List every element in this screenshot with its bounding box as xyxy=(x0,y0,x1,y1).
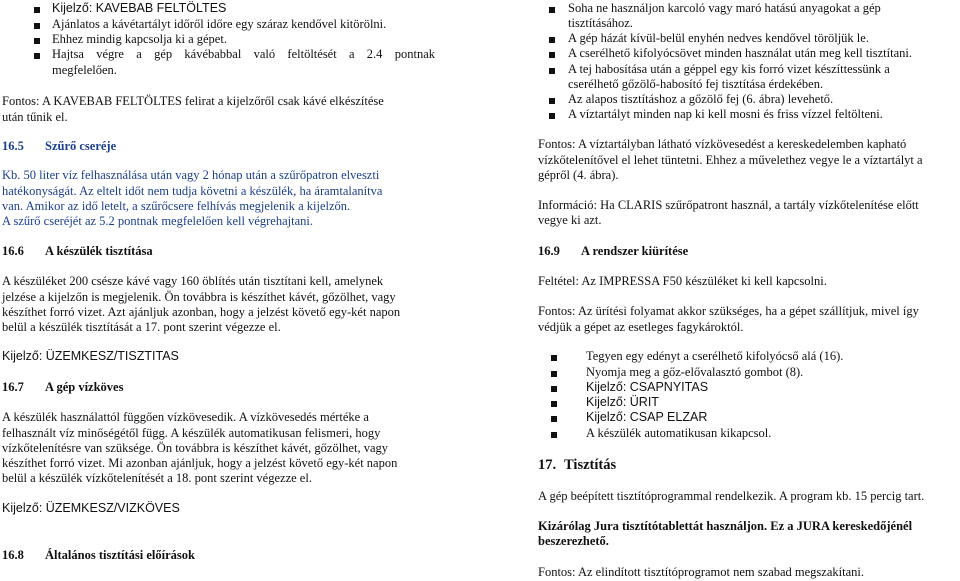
fontos-note: Fontos: Az ürítési folyamat akkor szükséges, ha a gépet szállítjuk, mivel így xyxy=(538,304,919,318)
bullet xyxy=(34,38,40,44)
kijelzo-kavebab: Kijelző: KAVEBAB FELTÖLTES xyxy=(52,1,227,15)
paragraph-line: belül a készülék vízkőtelenítését a 18. pont szerint végezze el. xyxy=(2,471,312,485)
section-number: 16.6 xyxy=(2,244,24,258)
fontos-note: Fontos: A víztartályban látható vízkövesedést a kereskedelemben kapható xyxy=(538,137,907,151)
bullet xyxy=(549,37,555,43)
bullet-text: Ehhez mindig kapcsolja ki a gépet. xyxy=(52,32,227,46)
informacio-note: Információ: Ha CLARIS szűrőpatront használ, a tartály vízkőtelenítése előtt xyxy=(538,198,919,212)
bullet xyxy=(549,52,555,58)
bullet xyxy=(549,113,555,119)
informacio-note-cont: vegye ki azt. xyxy=(538,213,602,227)
bullet-text: Ajánlatos a kávétartályt időről időre egy száraz kendővel kitörölni. xyxy=(52,17,387,31)
bullet xyxy=(549,68,555,74)
kijelzo-vizkoves: Kijelző: ÜZEMKESZ/VIZKÖVES xyxy=(2,501,180,515)
paragraph-line: A készülék használattól függően vízkövesedik. A vízkövesedés mértéke a xyxy=(2,410,369,424)
bullet xyxy=(551,371,557,377)
bullet-text: A víztartályt minden nap ki kell mosni és friss vízzel feltölteni. xyxy=(568,107,883,121)
bullet xyxy=(549,7,555,13)
section-title: A gép vízköves xyxy=(45,380,124,394)
bullet xyxy=(551,401,557,407)
bullet-text: Az alapos tisztításhoz a gőzölő fej (6. ábra) levehető. xyxy=(568,92,834,106)
section-title: Tisztítás xyxy=(564,457,617,473)
bullet xyxy=(551,355,557,361)
fontos-note-cont: után tűnik el. xyxy=(2,110,68,124)
section-number: 17. xyxy=(538,457,557,473)
kijelzo-tisztitas: Kijelző: ÜZEMKESZ/TISZTITAS xyxy=(2,349,179,363)
fontos-note-cont: vízkőtelenítővel el lehet tüntetni. Ehhez a művelethez vegye le a víztartályt a xyxy=(538,153,923,167)
bullet-text-cont: tisztításához. xyxy=(568,16,633,30)
paragraph-line: belül a készülék tisztítását a 17. pont szerint végezze el. xyxy=(2,320,281,334)
paragraph-line: Kb. 50 liter víz felhasználása után vagy 2 hónap után a szűrőpatron elveszti xyxy=(2,168,380,182)
section-title: A rendszer kiürítése xyxy=(581,244,689,258)
section-number: 16.8 xyxy=(2,548,24,562)
paragraph-line: készíthet forró vizet. Mi azonban ajánljuk, hogy a jelzést követő egy-két napon xyxy=(2,456,398,470)
paragraph-line: felhasznált víz minőségétől függ. A készülék automatikusan felismeri, hogy xyxy=(2,426,381,440)
section-title: A készülék tisztítása xyxy=(45,244,153,258)
kizarolag-note-cont: beszerezhető. xyxy=(538,534,609,548)
bullet xyxy=(34,53,40,59)
bullet xyxy=(34,7,40,13)
kizarolag-note: Kizárólag Jura tisztítótablettát használjon. Ez a JURA kereskedőjénél xyxy=(538,519,913,533)
fontos-note-cont: gépről (4. ábra). xyxy=(538,168,619,182)
bullet xyxy=(551,416,557,422)
fontos-note-cont: védjük a gépet az esetleges fagykároktól. xyxy=(538,320,744,334)
paragraph-line: hatékonyságát. Az eltelt időt nem tudja követni a készülék, ha áramtalanítva xyxy=(2,184,383,198)
section-title: Általános tisztítási előírások xyxy=(45,548,195,562)
bullet xyxy=(551,386,557,392)
bullet-text: Hajtsa végre a gép kávébabbal való feltöltését a 2.4 pontnak xyxy=(52,47,435,61)
paragraph-line: A szűrő cseréjét az 5.2 pontnak megfelelően kell végrehajtani. xyxy=(2,214,313,228)
bullet-text: A tej habosítása után a géppel egy kis forró vizet készíttessünk a xyxy=(568,62,890,76)
fontos-note: Fontos: Az elindított tisztítóprogramot nem szabad megszakítani. xyxy=(538,565,864,579)
bullet-text: Kijelző: CSAPNYITAS xyxy=(586,380,709,394)
bullet-text: Kijelző: CSAP ELZAR xyxy=(586,410,708,424)
bullet-text: A készülék automatikusan kikapcsol. xyxy=(586,426,772,440)
fontos-note: Fontos: A KAVEBAB FELTÖLTES felirat a kijelzőről csak kávé elkészítése xyxy=(2,94,384,108)
paragraph-line: A készüléket 200 csésze kávé vagy 160 öblítés után tisztítani kell, amelynek xyxy=(2,274,384,288)
bullet-text: Soha ne használjon karcoló vagy maró hatású anyagokat a gép xyxy=(568,1,881,15)
bullet xyxy=(551,432,557,438)
bullet-text: Tegyen egy edényt a cserélhető kifolyócső alá (16). xyxy=(586,349,844,363)
paragraph-line: van. Amikor az idő letelt, a szűrőcsere felhívás megjelenik a kijelzőn. xyxy=(2,199,351,213)
bullet-text: A gép házát kívül-belül enyhén nedves kendővel töröljük le. xyxy=(568,31,869,45)
bullet-text-cont: megfelelően. xyxy=(52,63,117,77)
section-number: 16.7 xyxy=(2,380,24,394)
feltetel-note: Feltétel: Az IMPRESSA F50 készüléket ki kell kapcsolni. xyxy=(538,274,827,288)
paragraph-line: jelzése a kijelzőn is megjelenik. Ön továbbra is készíthet kávét, gőzölhet, vagy xyxy=(2,290,396,304)
bullet xyxy=(549,98,555,104)
paragraph-line: vízkőtelenítésre van szüksége. Ön továbbra is készíthet kávét, gőzölhet, vagy xyxy=(2,441,388,455)
paragraph-line: készíthet forró vizet. Azt ajánljuk azonban, hogy a jelzést követő egy-két napon xyxy=(2,305,401,319)
section-number: 16.5 xyxy=(2,139,24,153)
bullet xyxy=(34,23,40,29)
bullet-text-cont: cserélhető gőzölő-habosító fej tisztítása érdekében. xyxy=(568,77,824,91)
bullet-text: Nyomja meg a gőz-elővalasztó gombot (8). xyxy=(586,365,804,379)
paragraph-line: A gép beépített tisztítóprogrammal rendelkezik. A program kb. 15 percig tart. xyxy=(538,489,925,503)
section-number: 16.9 xyxy=(538,244,560,258)
section-title: Szűrő cseréje xyxy=(45,139,117,153)
bullet-text: Kijelző: ÜRIT xyxy=(586,395,659,409)
bullet-text: A cserélhető kifolyócsövet minden használat után meg kell tisztítani. xyxy=(568,46,913,60)
